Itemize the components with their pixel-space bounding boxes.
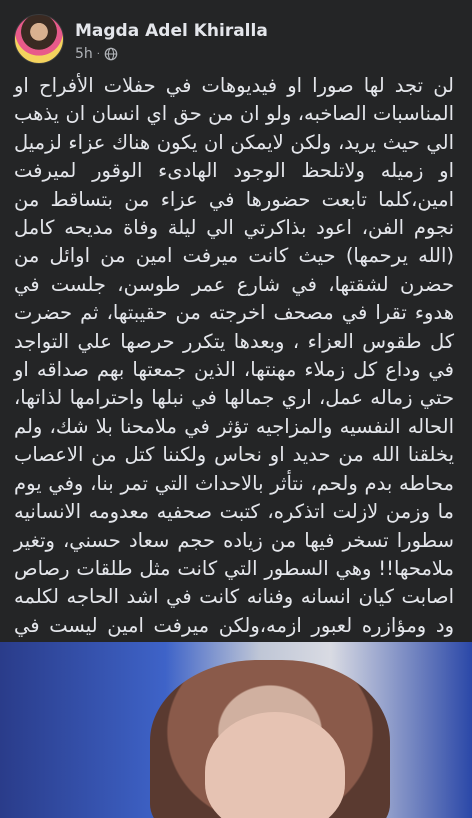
post-header (0, 0, 472, 72)
author-avatar[interactable] (14, 14, 64, 64)
globe-icon[interactable] (104, 47, 118, 61)
author-name[interactable]: Magda Adel Khiralla (75, 21, 268, 41)
post-time[interactable]: 5h (75, 46, 93, 62)
post-text: لن تجد لها صورا او فيديوهات في حفلات الأفراح او المناسبات الصاخبه، ولو ان من حق اي انسان ان يذهب الي حيث يريد، ولكن لايمكن ان يكون هناك عزاء لزميل او زميله ولاتلحظ الوجود الهادىء الوقور لميرفت امين،كلما تابعت حضورها في عزاء من بتساقط من نجوم الفن، اعود بذاكرتي الي ليلة وفاة مديحه كامل (الله يرحمها) حيث كانت ميرفت امين من اوائل من حضرن لشقتها، في شارع عمر طوسن، جلست في هدوء تقرا في مصحف اخرجته من حقيبتها، ثم حضرت كل طقوس العزاء ، وبعدها يتكرر حرصها علي التواجد في وداع كل زملاء مهنتها، الذين جمعتها بهم صداقه او حتي زماله عمل، اري جمالها في نبلها واحترامها لذاتها، الحاله النفسيه والمزاجيه تؤثر في ملامحنا بلا شك، ولم يخلقنا الله من حديد او نحاس ولكننا كتل من الاعصاب محاطه بدم ولحم، نتأثر بالاحداث التي تمر بنا، وفي يوم ما وزمن لازلت اتذكره، كتبت صحفيه معدومه الانسانيه سطورا تسخر فيها من زياده حجم سعاد حسني، وتغير ملامحها!! وهي السطور التي كانت مثل طلقات رصاص اصابت كيان انسانه وفنانه كانت في اشد الحاجه لكلمه ود ومؤازره لعبور ازمه،ولكن ميرفت امين ليست في (14, 74, 454, 637)
post-photo[interactable] (0, 642, 472, 818)
meta-separator: · (96, 48, 100, 60)
post-meta (75, 46, 118, 62)
